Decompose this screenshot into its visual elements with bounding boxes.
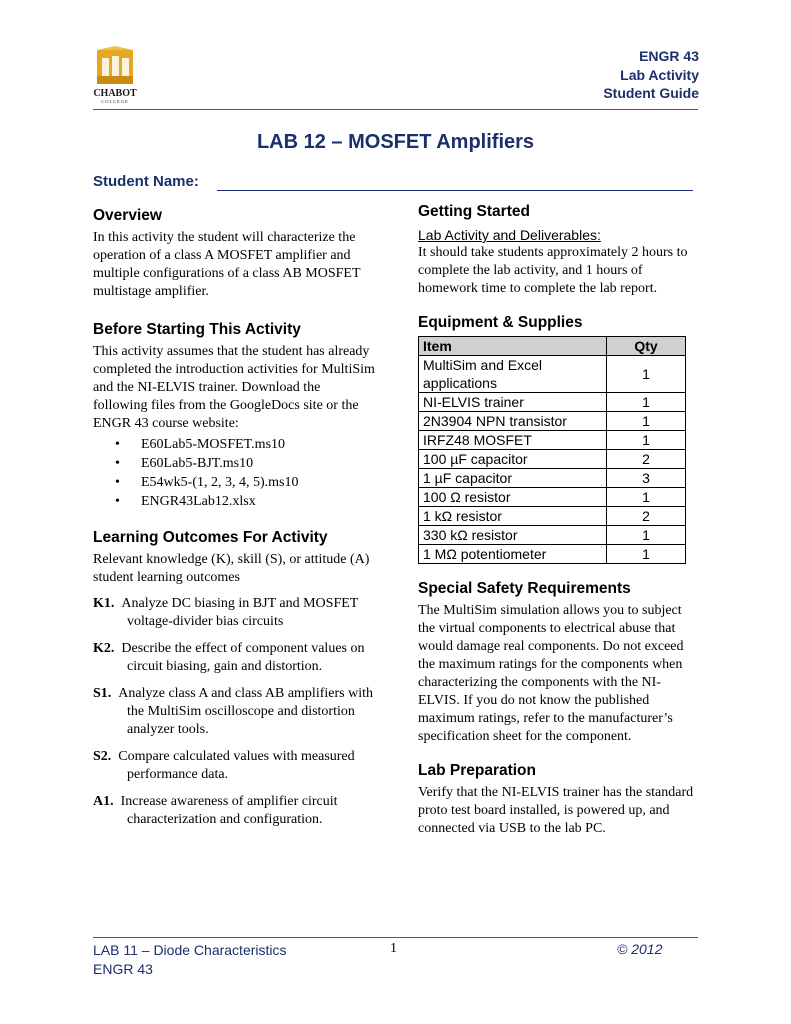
table-row: [419, 356, 686, 393]
outcome-code: K1.: [93, 596, 115, 611]
file-list: [93, 435, 378, 511]
qty-cell: 1: [607, 356, 686, 393]
outcome-code: S1.: [93, 686, 112, 701]
table-row: [419, 469, 686, 488]
file-item: • E54wk5-(1, 2, 3, 4, 5).ms10: [115, 473, 378, 492]
getting-started-text: It should take students approximately 2 hours to complete the lab activity, and 1 hours of homework time to complete the lab report.: [418, 245, 688, 296]
getting-started-heading: Getting Started: [418, 203, 530, 220]
outcome-item: [93, 640, 378, 676]
outcome-item: [93, 793, 378, 829]
table-row: [419, 450, 686, 469]
item-cell: 1 MΩ potentiometer: [419, 545, 607, 564]
outcome-text: Analyze class A and class AB amplifiers with the MultiSim oscilloscope and distortion analyzer tools.: [118, 686, 373, 737]
item-cell: MultiSim and Excel applications: [419, 356, 607, 393]
student-name-label: Student Name:: [93, 173, 199, 190]
table-row: [419, 526, 686, 545]
outcome-text: Compare calculated values with measured performance data.: [118, 749, 355, 782]
overview-heading: Overview: [93, 207, 162, 224]
outcomes-heading: Learning Outcomes For Activity: [93, 529, 328, 546]
qty-cell: 1: [607, 393, 686, 412]
qty-cell: 2: [607, 450, 686, 469]
item-cell: 1 µF capacitor: [419, 469, 607, 488]
table-row: [419, 507, 686, 526]
outcome-text: Analyze DC biasing in BJT and MOSFET voltage-divider bias circuits: [121, 596, 359, 629]
overview-text: In this activity the student will characterize the operation of a class A MOSFET amplifier and multiple configurations of a class AB MOSFET multistage amplifier.: [93, 230, 361, 299]
column-header-item: Item: [419, 337, 607, 356]
right-column: [418, 203, 698, 838]
table-row: [419, 412, 686, 431]
qty-cell: 1: [607, 412, 686, 431]
qty-cell: 1: [607, 431, 686, 450]
file-item: • E60Lab5-MOSFET.ms10: [115, 435, 378, 454]
footer-lab-info: [93, 941, 287, 979]
header-course: ENGR 43: [639, 48, 699, 64]
footer-lab-title: LAB 11 – Diode Characteristics: [93, 942, 287, 958]
footer-course: ENGR 43: [93, 961, 153, 977]
outcome-item: [93, 595, 378, 631]
student-name-field[interactable]: [217, 190, 693, 191]
table-row: [419, 431, 686, 450]
table-row: [419, 545, 686, 564]
outcome-code: A1.: [93, 794, 114, 809]
page-title: LAB 12 – MOSFET Amplifiers: [256, 131, 535, 153]
copyright: © 2012: [617, 941, 663, 957]
item-cell: 100 µF capacitor: [419, 450, 607, 469]
qty-cell: 1: [607, 545, 686, 564]
file-item: • E60Lab5-BJT.ms10: [115, 454, 378, 473]
left-column: [93, 207, 378, 838]
prep-heading: Lab Preparation: [418, 762, 536, 779]
equipment-table: [418, 336, 686, 564]
header-guide: Student Guide: [603, 85, 699, 101]
outcome-item: [93, 748, 378, 784]
outcome-item: [93, 685, 378, 739]
footer-divider: [93, 937, 698, 938]
qty-cell: 3: [607, 469, 686, 488]
table-row: [419, 488, 686, 507]
item-cell: 2N3904 NPN transistor: [419, 412, 607, 431]
before-text: This activity assumes that the student has already completed the introduction activities for MultiSim and the NI-ELVIS trainer. Download the following files from the GoogleDocs site or the ENGR 43 course website:: [93, 344, 375, 431]
item-cell: 100 Ω resistor: [419, 488, 607, 507]
outcome-text: Increase awareness of amplifier circuit characterization and configuration.: [120, 794, 338, 827]
header-course-info: [603, 47, 699, 103]
logo-subtext: COLLEGE: [101, 99, 129, 104]
qty-cell: 2: [607, 507, 686, 526]
file-item: • ENGR43Lab12.xlsx: [115, 492, 378, 511]
header-divider: [93, 109, 698, 110]
safety-heading: Special Safety Requirements: [418, 580, 631, 597]
safety-text: The MultiSim simulation allows you to subject the virtual components to electrical abuse that would damage real components. Do not exceed the maximum ratings for the components when characterizing the components with the NI-ELVIS. If you do not know the published maximum ratings, refer to the manufacturer’s specification sheet for the component.: [418, 603, 684, 744]
qty-cell: 1: [607, 488, 686, 507]
page-number: 1: [390, 941, 397, 956]
column-header-qty: Qty: [607, 337, 686, 356]
equipment-heading: Equipment & Supplies: [418, 314, 583, 331]
table-header-row: [419, 337, 686, 356]
chabot-college-logo: [93, 46, 139, 106]
item-cell: 1 kΩ resistor: [419, 507, 607, 526]
item-cell: NI-ELVIS trainer: [419, 393, 607, 412]
outcome-text: Describe the effect of component values on circuit biasing, gain and distortion.: [121, 641, 365, 674]
before-heading: Before Starting This Activity: [93, 321, 301, 338]
qty-cell: 1: [607, 526, 686, 545]
item-cell: IRFZ48 MOSFET: [419, 431, 607, 450]
logo-text: CHABOT: [93, 88, 137, 99]
header-activity: Lab Activity: [620, 66, 699, 83]
prep-text: Verify that the NI-ELVIS trainer has the standard proto test board installed, is powered up, and connected via USB to the lab PC.: [418, 785, 694, 836]
outcomes-intro: Relevant knowledge (K), skill (S), or attitude (A) student learning outcomes: [93, 552, 370, 585]
outcome-code: K2.: [93, 641, 115, 656]
table-row: [419, 393, 686, 412]
item-cell: 330 kΩ resistor: [419, 526, 607, 545]
deliverables-subheading: Lab Activity and Deliverables:: [418, 227, 601, 243]
outcome-code: S2.: [93, 749, 112, 764]
